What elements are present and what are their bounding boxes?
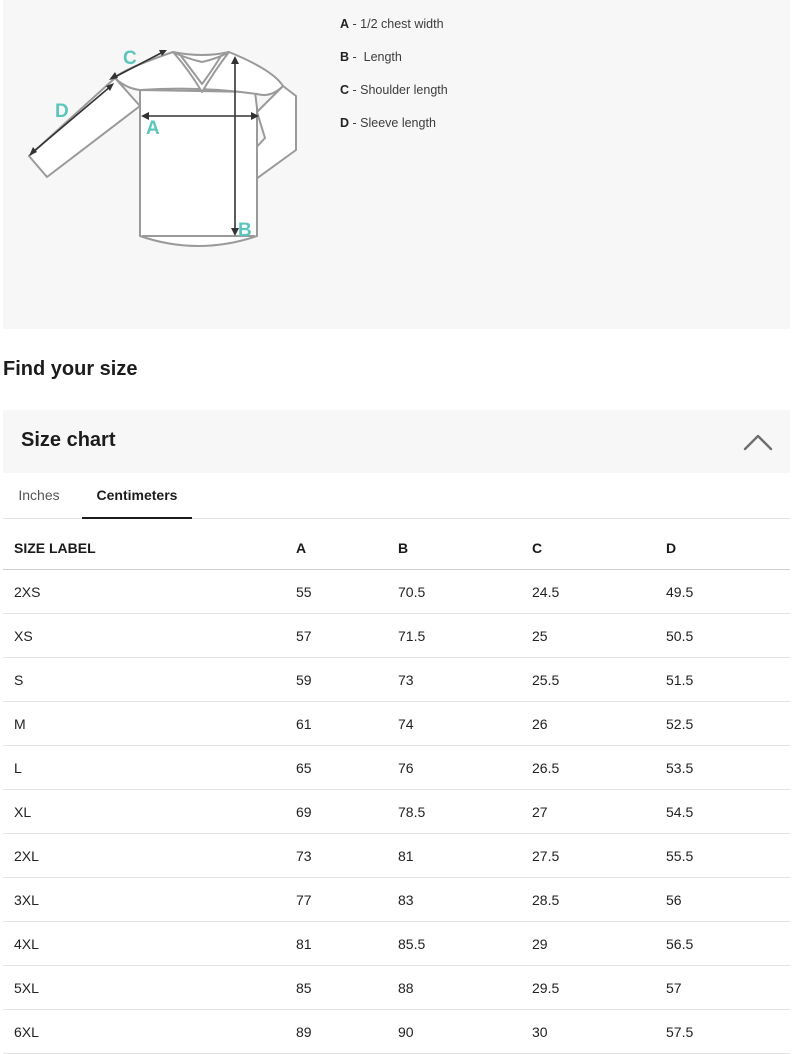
cell-a: 55 (296, 570, 398, 614)
cell-size-label: L (3, 746, 296, 790)
column-header-b: B (398, 526, 532, 570)
table-row (3, 702, 790, 746)
unit-tabs (3, 474, 790, 519)
legend-item-d: D - Sleeve length (340, 116, 436, 130)
legend-item-c: C - Shoulder length (340, 83, 448, 97)
table-row (3, 570, 790, 614)
cell-d: 56.5 (666, 922, 790, 966)
cell-b: 85.5 (398, 922, 532, 966)
table-row (3, 1010, 790, 1054)
cell-b: 81 (398, 834, 532, 878)
cell-a: 57 (296, 614, 398, 658)
cell-a: 85 (296, 966, 398, 1010)
cell-c: 27 (532, 790, 666, 834)
marker-a: A (146, 118, 160, 139)
cell-size-label: 3XL (3, 878, 296, 922)
shirt-measurement-illustration (3, 0, 313, 260)
column-header-a: A (296, 526, 398, 570)
column-header-c: C (532, 526, 666, 570)
table-header-row (3, 526, 790, 570)
cell-b: 83 (398, 878, 532, 922)
tab-centimeters[interactable]: Centimeters (82, 474, 192, 519)
cell-d: 55.5 (666, 834, 790, 878)
legend-item-a: A - 1/2 chest width (340, 17, 444, 31)
cell-a: 65 (296, 746, 398, 790)
table-row (3, 878, 790, 922)
cell-size-label: XL (3, 790, 296, 834)
table-row (3, 790, 790, 834)
table-row (3, 658, 790, 702)
cell-b: 90 (398, 1010, 532, 1054)
cell-size-label: XS (3, 614, 296, 658)
cell-d: 49.5 (666, 570, 790, 614)
cell-a: 77 (296, 878, 398, 922)
cell-a: 61 (296, 702, 398, 746)
marker-b: B (238, 220, 252, 241)
cell-d: 52.5 (666, 702, 790, 746)
table-row (3, 746, 790, 790)
cell-size-label: M (3, 702, 296, 746)
cell-size-label: 2XS (3, 570, 296, 614)
measurement-legend (340, 16, 448, 148)
marker-d: D (55, 101, 69, 122)
chevron-up-icon[interactable] (742, 431, 774, 453)
cell-c: 26.5 (532, 746, 666, 790)
cell-c: 28.5 (532, 878, 666, 922)
legend-item-b: B - Length (340, 50, 402, 64)
cell-a: 73 (296, 834, 398, 878)
find-size-heading: Find your size (3, 358, 138, 380)
table-row (3, 922, 790, 966)
tab-inches[interactable]: Inches (18, 487, 60, 503)
cell-a: 89 (296, 1010, 398, 1054)
cell-d: 53.5 (666, 746, 790, 790)
cell-b: 71.5 (398, 614, 532, 658)
cell-c: 25 (532, 614, 666, 658)
size-table (3, 526, 790, 1054)
cell-b: 74 (398, 702, 532, 746)
cell-d: 57 (666, 966, 790, 1010)
cell-a: 59 (296, 658, 398, 702)
cell-b: 88 (398, 966, 532, 1010)
cell-c: 29 (532, 922, 666, 966)
cell-size-label: S (3, 658, 296, 702)
cell-c: 29.5 (532, 966, 666, 1010)
cell-b: 78.5 (398, 790, 532, 834)
cell-d: 57.5 (666, 1010, 790, 1054)
cell-size-label: 4XL (3, 922, 296, 966)
table-row (3, 614, 790, 658)
column-header-size-label: SIZE LABEL (3, 526, 296, 570)
cell-c: 25.5 (532, 658, 666, 702)
cell-size-label: 6XL (3, 1010, 296, 1054)
table-row (3, 966, 790, 1010)
size-chart-accordion-header[interactable] (3, 410, 790, 473)
cell-b: 76 (398, 746, 532, 790)
cell-d: 56 (666, 878, 790, 922)
size-diagram-panel (3, 0, 790, 329)
column-header-d: D (666, 526, 790, 570)
cell-a: 81 (296, 922, 398, 966)
cell-d: 54.5 (666, 790, 790, 834)
size-table-body (3, 570, 790, 1054)
cell-c: 27.5 (532, 834, 666, 878)
cell-size-label: 2XL (3, 834, 296, 878)
marker-c: C (123, 48, 137, 69)
shirt-outline (29, 52, 296, 246)
cell-c: 26 (532, 702, 666, 746)
cell-c: 30 (532, 1010, 666, 1054)
cell-d: 50.5 (666, 614, 790, 658)
cell-size-label: 5XL (3, 966, 296, 1010)
cell-d: 51.5 (666, 658, 790, 702)
cell-c: 24.5 (532, 570, 666, 614)
cell-b: 73 (398, 658, 532, 702)
table-row (3, 834, 790, 878)
size-chart-title: Size chart (21, 429, 116, 451)
cell-b: 70.5 (398, 570, 532, 614)
cell-a: 69 (296, 790, 398, 834)
